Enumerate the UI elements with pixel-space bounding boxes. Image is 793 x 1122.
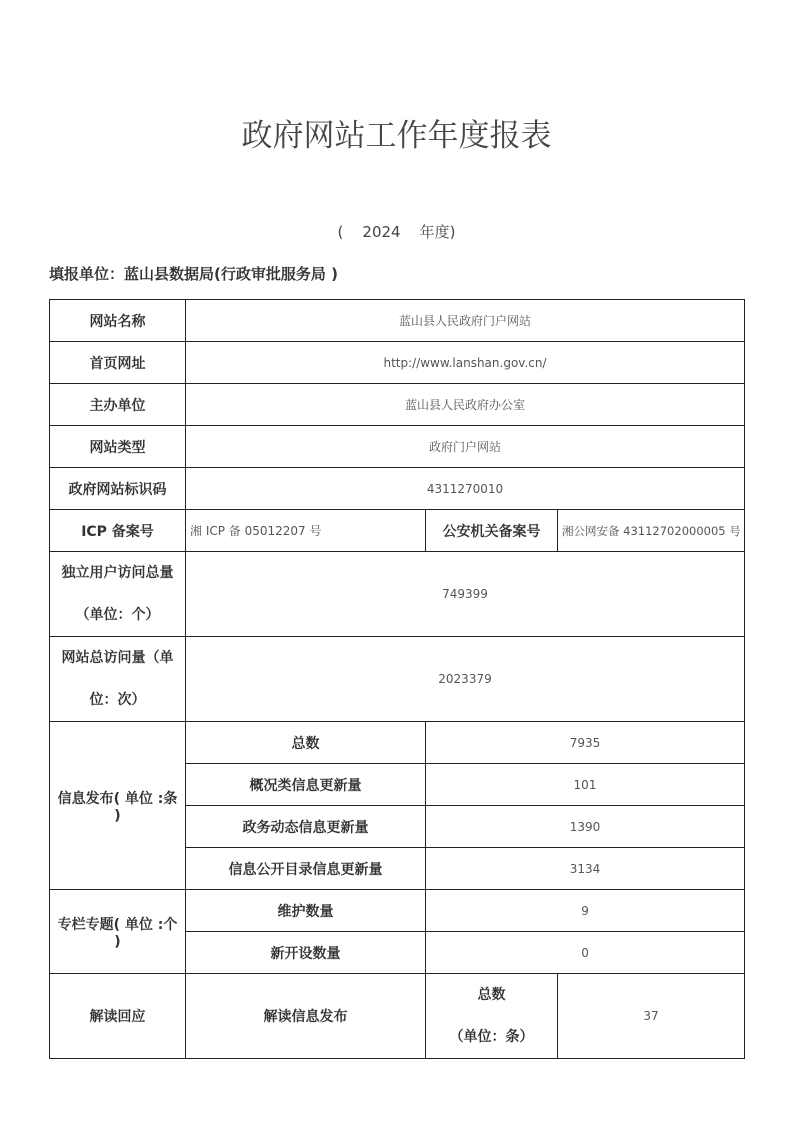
police-label: 公安机关备案号 [426, 510, 558, 552]
interp-total-value: 37 [558, 974, 745, 1059]
column-maintain-label: 维护数量 [186, 890, 426, 932]
column-maintain-value: 9 [426, 890, 745, 932]
table-row [50, 468, 745, 510]
column-new-label: 新开设数量 [186, 932, 426, 974]
homepage-label: 首页网址 [50, 342, 186, 384]
uv-label-line1: 独立用户访问总量 [61, 565, 174, 581]
pv-value: 2023379 [186, 637, 745, 722]
table-row [50, 890, 745, 932]
info-overview-label: 概况类信息更新量 [186, 764, 426, 806]
sponsor-label: 主办单位 [50, 384, 186, 426]
interp-total-label [426, 974, 558, 1059]
police-value: 湘公网安备 43112702000005 号 [558, 510, 745, 552]
uv-label-line2: （单位：个） [75, 607, 160, 623]
icp-value: 湘 ICP 备 05012207 号 [186, 510, 426, 552]
homepage-value: http://www.lanshan.gov.cn/ [186, 342, 745, 384]
site-type-label: 网站类型 [50, 426, 186, 468]
site-type-value: 政府门户网站 [186, 426, 745, 468]
pv-label-line1: 网站总访问量（单 [61, 650, 174, 666]
table-row [50, 342, 745, 384]
report-table [49, 299, 745, 1059]
column-label: 专栏专题( 单位 :个 ) [50, 890, 186, 974]
table-row [50, 426, 745, 468]
table-row [50, 974, 745, 1059]
info-total-value: 7935 [426, 722, 745, 764]
info-open-label: 信息公开目录信息更新量 [186, 848, 426, 890]
icp-label: ICP 备案号 [50, 510, 186, 552]
info-news-label: 政务动态信息更新量 [186, 806, 426, 848]
sponsor-value: 蓝山县人民政府办公室 [186, 384, 745, 426]
site-code-label: 政府网站标识码 [50, 468, 186, 510]
pv-label-line2: 位：次） [89, 692, 146, 708]
pv-label [50, 637, 186, 722]
site-name-value: 蓝山县人民政府门户网站 [186, 300, 745, 342]
info-total-label: 总数 [186, 722, 426, 764]
interp-total-label-line1: 总数 [477, 987, 506, 1003]
table-row [50, 722, 745, 764]
info-overview-value: 101 [426, 764, 745, 806]
interp-label: 解读回应 [50, 974, 186, 1059]
interp-total-label-line2: （单位：条） [449, 1029, 534, 1045]
page-title: 政府网站工作年度报表 [241, 118, 552, 154]
uv-label [50, 552, 186, 637]
table-row [50, 510, 745, 552]
table-row [50, 300, 745, 342]
reporting-unit: 填报单位：蓝山县数据局(行政审批服务局 ) [49, 265, 338, 283]
site-code-value: 4311270010 [186, 468, 745, 510]
table-row [50, 637, 745, 722]
info-news-value: 1390 [426, 806, 745, 848]
report-year: ( 2024 年度) [337, 223, 456, 241]
info-label: 信息发布( 单位 :条 ) [50, 722, 186, 890]
interp-pub-label: 解读信息发布 [186, 974, 426, 1059]
uv-value: 749399 [186, 552, 745, 637]
site-name-label: 网站名称 [50, 300, 186, 342]
column-new-value: 0 [426, 932, 745, 974]
info-open-value: 3134 [426, 848, 745, 890]
table-row [50, 384, 745, 426]
table-row [50, 552, 745, 637]
